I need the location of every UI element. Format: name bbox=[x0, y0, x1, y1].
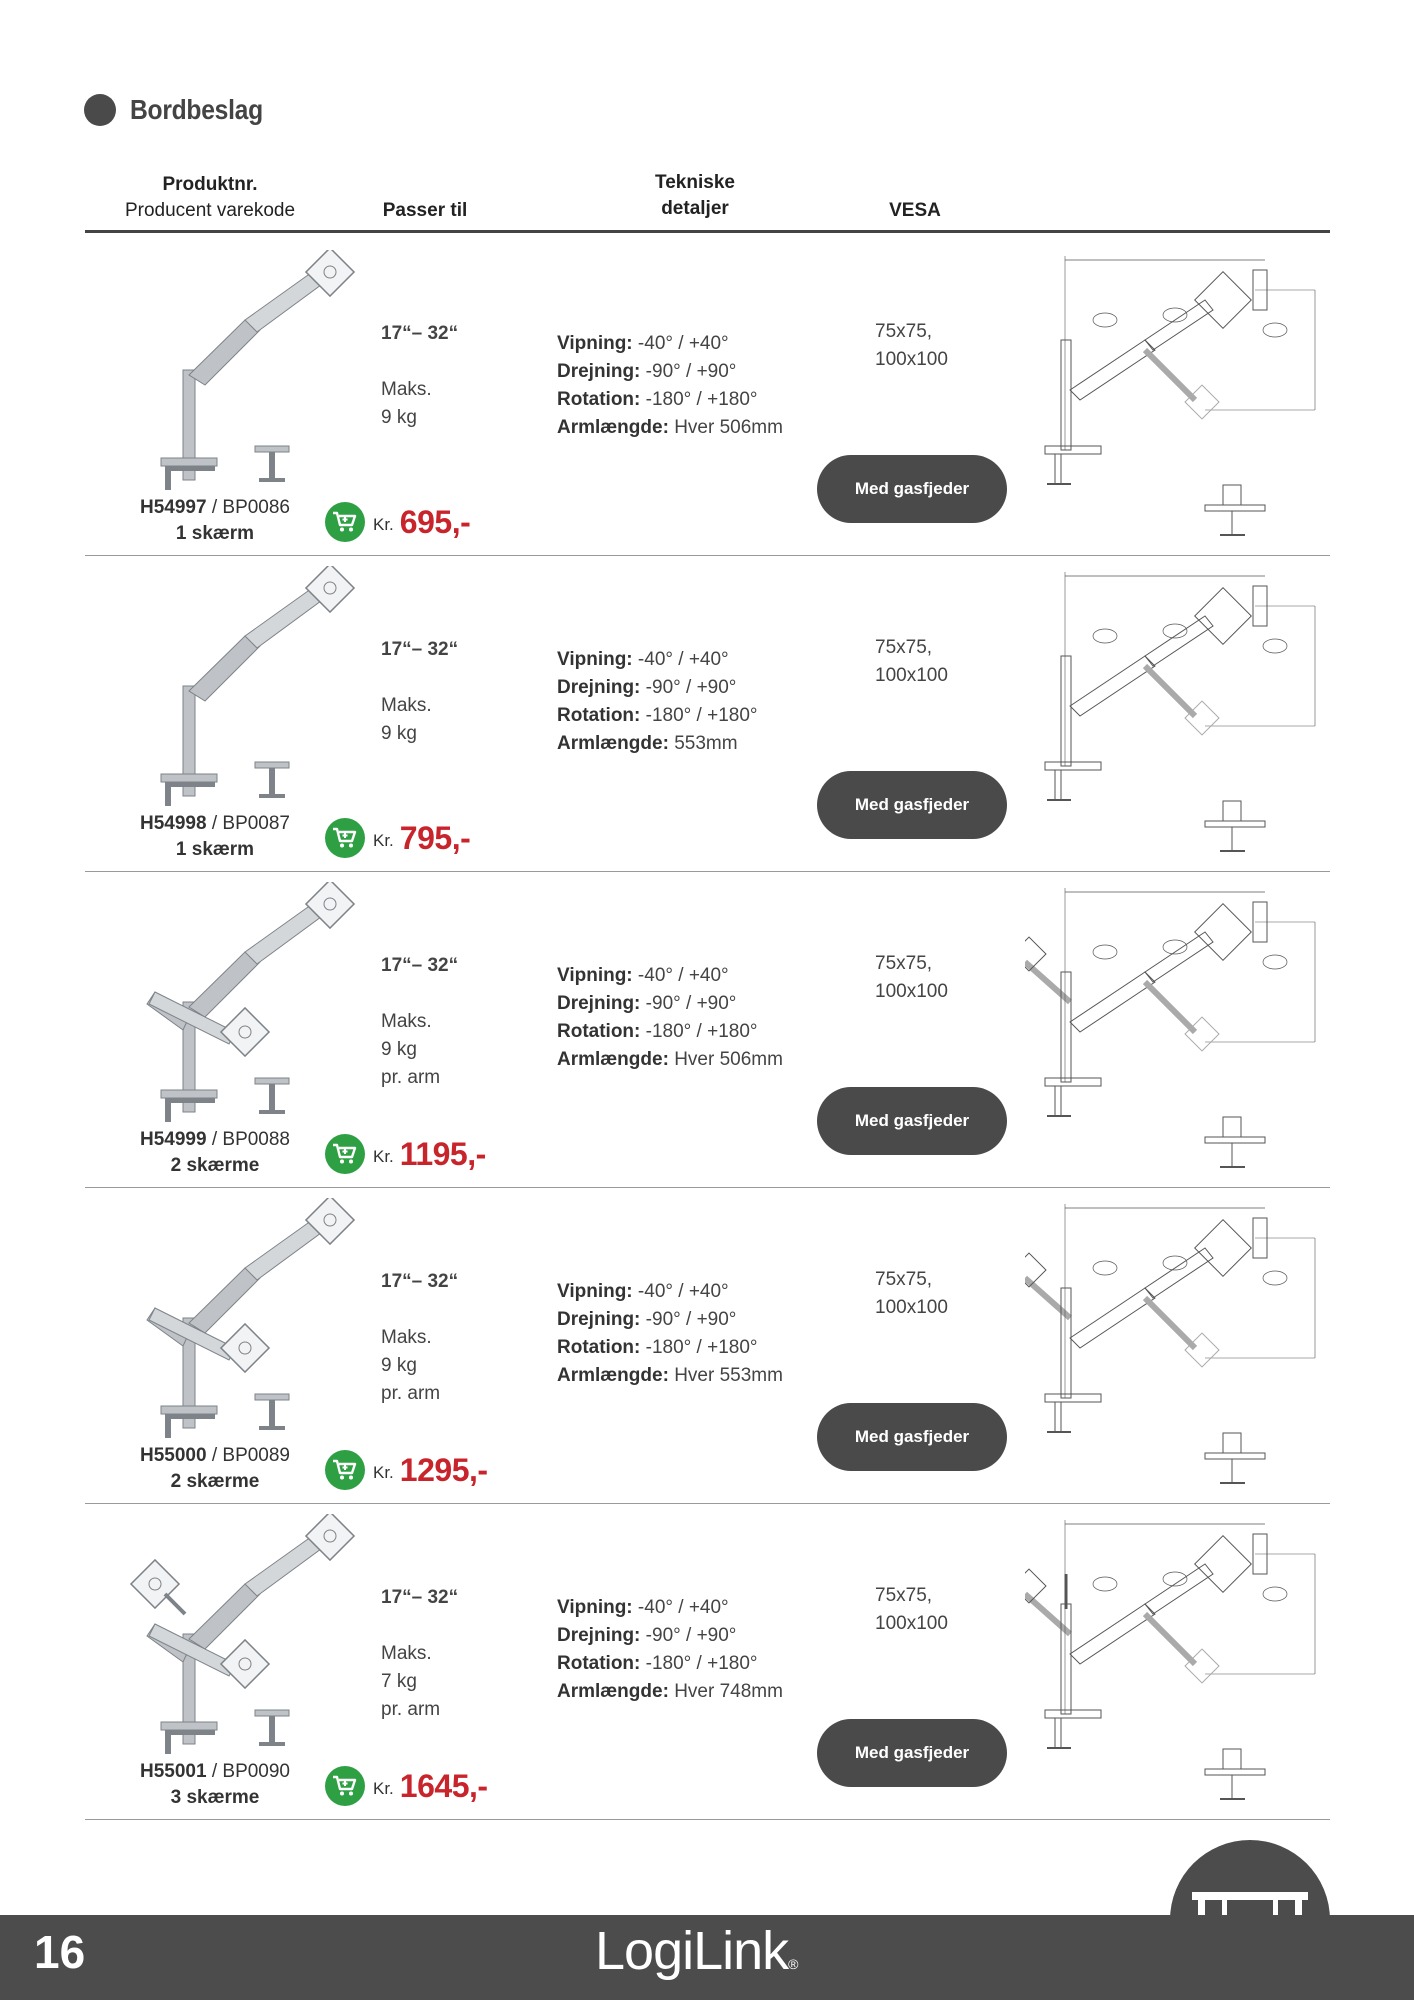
max-load-value: 9 kg bbox=[381, 1355, 417, 1376]
screen-count: 2 skærme bbox=[170, 1155, 260, 1176]
swivel-spec bbox=[557, 358, 857, 386]
rotation-label: Rotation: bbox=[557, 389, 641, 410]
section-title bbox=[84, 90, 281, 130]
max-load-value: 7 kg bbox=[381, 1671, 417, 1692]
tilt-value: -40° / +40° bbox=[637, 1281, 729, 1302]
tilt-spec bbox=[557, 962, 857, 990]
currency-label: Kr. bbox=[373, 1779, 394, 1798]
arm-length-spec bbox=[557, 1678, 857, 1706]
tilt-spec bbox=[557, 646, 857, 674]
product-code: H54998 / BP0087 1 skærm bbox=[105, 811, 325, 863]
table-row-h55000 bbox=[85, 1188, 1330, 1504]
fits-column bbox=[381, 952, 511, 1092]
header-product-number-line1: Produktnr. bbox=[162, 174, 258, 195]
price-amount: 695,- bbox=[399, 503, 471, 540]
rotation-spec bbox=[557, 1334, 857, 1362]
max-load-label: Maks. bbox=[381, 1327, 432, 1348]
shopping-cart-icon[interactable] bbox=[325, 1134, 365, 1174]
rotation-label: Rotation: bbox=[557, 705, 641, 726]
price bbox=[325, 1132, 486, 1176]
tilt-label: Vipning: bbox=[557, 1281, 633, 1302]
swivel-spec bbox=[557, 1306, 857, 1334]
monitor-arm-photo bbox=[125, 1198, 365, 1438]
currency-label: Kr. bbox=[373, 515, 394, 534]
swivel-spec bbox=[557, 990, 857, 1018]
vesa-value bbox=[875, 318, 948, 374]
arm-length-label: Armlængde: bbox=[557, 1049, 669, 1070]
registered-mark: ® bbox=[788, 1956, 798, 1972]
max-load-label: Maks. bbox=[381, 695, 432, 716]
screen-count: 1 skærm bbox=[175, 523, 255, 544]
per-arm-note: pr. arm bbox=[381, 1699, 441, 1720]
max-load-value: 9 kg bbox=[381, 407, 417, 428]
rotation-value: -180° / +180° bbox=[645, 705, 758, 726]
product-number: H54999 bbox=[139, 1129, 207, 1150]
arm-length-spec bbox=[557, 730, 857, 758]
gas-spring-badge[interactable]: Med gasfjeder bbox=[817, 1403, 1007, 1471]
shopping-cart-icon[interactable] bbox=[325, 818, 365, 858]
rotation-label: Rotation: bbox=[557, 1653, 641, 1674]
monitor-arm-photo bbox=[125, 566, 365, 806]
screen-count: 1 skærm bbox=[175, 839, 255, 860]
price bbox=[325, 816, 470, 860]
vesa-line1: 75x75, bbox=[875, 1269, 933, 1290]
arm-length-label: Armlængde: bbox=[557, 417, 669, 438]
vesa-line1: 75x75, bbox=[875, 321, 933, 342]
vesa-value bbox=[875, 1266, 948, 1322]
product-code: H55001 / BP0090 3 skærme bbox=[105, 1759, 325, 1811]
gas-spring-badge[interactable]: Med gasfjeder bbox=[817, 771, 1007, 839]
tilt-value: -40° / +40° bbox=[637, 333, 729, 354]
table-row-h54999 bbox=[85, 872, 1330, 1188]
rotation-spec bbox=[557, 1018, 857, 1046]
fits-column bbox=[381, 320, 511, 432]
dimension-diagram bbox=[1025, 882, 1325, 1177]
currency-label: Kr. bbox=[373, 831, 394, 850]
swivel-value: -90° / +90° bbox=[645, 677, 737, 698]
gas-spring-badge[interactable]: Med gasfjeder bbox=[817, 455, 1007, 523]
product-code: H54999 / BP0088 2 skærme bbox=[105, 1127, 325, 1179]
swivel-label: Drejning: bbox=[557, 993, 641, 1014]
vesa-line2: 100x100 bbox=[875, 665, 948, 686]
swivel-label: Drejning: bbox=[557, 361, 641, 382]
max-load-label: Maks. bbox=[381, 1643, 432, 1664]
gas-spring-badge[interactable]: Med gasfjeder bbox=[817, 1087, 1007, 1155]
price bbox=[325, 1448, 488, 1492]
bullet-dot-icon bbox=[84, 94, 116, 126]
per-arm-note: pr. arm bbox=[381, 1383, 441, 1404]
tilt-label: Vipning: bbox=[557, 965, 633, 986]
technical-details bbox=[557, 1278, 857, 1390]
vesa-line2: 100x100 bbox=[875, 1297, 948, 1318]
manufacturer-code: BP0088 bbox=[222, 1129, 291, 1150]
price-amount: 1195,- bbox=[399, 1135, 486, 1172]
brand-logo bbox=[595, 1920, 797, 1982]
screen-size: 17“– 32“ bbox=[381, 1271, 459, 1292]
arm-length-spec bbox=[557, 414, 857, 442]
swivel-label: Drejning: bbox=[557, 677, 641, 698]
row-divider bbox=[85, 1819, 1330, 1820]
vesa-line2: 100x100 bbox=[875, 349, 948, 370]
manufacturer-code: BP0089 bbox=[222, 1445, 291, 1466]
max-load-label: Maks. bbox=[381, 379, 432, 400]
swivel-spec bbox=[557, 674, 857, 702]
product-number: H54997 bbox=[139, 497, 207, 518]
swivel-spec bbox=[557, 1622, 857, 1650]
fits-column bbox=[381, 1584, 511, 1724]
screen-size: 17“– 32“ bbox=[381, 639, 459, 660]
vesa-line2: 100x100 bbox=[875, 981, 948, 1002]
price-amount: 1645,- bbox=[399, 1767, 488, 1804]
shopping-cart-icon[interactable] bbox=[325, 1766, 365, 1806]
tilt-spec bbox=[557, 1594, 857, 1622]
screen-count: 2 skærme bbox=[170, 1471, 260, 1492]
tilt-value: -40° / +40° bbox=[637, 965, 729, 986]
vesa-line1: 75x75, bbox=[875, 953, 933, 974]
technical-details bbox=[557, 646, 857, 758]
price-amount: 795,- bbox=[399, 819, 471, 856]
product-number: H55000 bbox=[139, 1445, 207, 1466]
monitor-arm-photo bbox=[125, 882, 365, 1122]
manufacturer-code: BP0090 bbox=[222, 1761, 291, 1782]
shopping-cart-icon[interactable] bbox=[325, 1450, 365, 1490]
rotation-spec bbox=[557, 386, 857, 414]
technical-details bbox=[557, 1594, 857, 1706]
fits-column bbox=[381, 636, 511, 748]
swivel-value: -90° / +90° bbox=[645, 361, 737, 382]
swivel-value: -90° / +90° bbox=[645, 1625, 737, 1646]
header-technical-line1: Tekniske bbox=[655, 172, 735, 193]
screen-size: 17“– 32“ bbox=[381, 1587, 459, 1608]
currency-label: Kr. bbox=[373, 1463, 394, 1482]
vesa-value bbox=[875, 634, 948, 690]
swivel-value: -90° / +90° bbox=[645, 993, 737, 1014]
technical-details bbox=[557, 962, 857, 1074]
table-row-h54997 bbox=[85, 240, 1330, 556]
manufacturer-code: BP0086 bbox=[222, 497, 291, 518]
vesa-line1: 75x75, bbox=[875, 1585, 933, 1606]
tilt-spec bbox=[557, 330, 857, 358]
vesa-value bbox=[875, 1582, 948, 1638]
tilt-label: Vipning: bbox=[557, 1597, 633, 1618]
arm-length-value: Hver 748mm bbox=[674, 1681, 783, 1702]
rotation-value: -180° / +180° bbox=[645, 1653, 758, 1674]
dimension-diagram bbox=[1025, 1514, 1325, 1809]
rotation-value: -180° / +180° bbox=[645, 1337, 758, 1358]
header-technical bbox=[625, 170, 765, 222]
tilt-label: Vipning: bbox=[557, 649, 633, 670]
rotation-spec bbox=[557, 1650, 857, 1678]
arm-length-spec bbox=[557, 1362, 857, 1390]
dimension-diagram bbox=[1025, 1198, 1325, 1493]
swivel-value: -90° / +90° bbox=[645, 1309, 737, 1330]
header-technical-line2: detaljer bbox=[661, 198, 729, 219]
max-load-label: Maks. bbox=[381, 1011, 432, 1032]
max-load-value: 9 kg bbox=[381, 723, 417, 744]
tilt-spec bbox=[557, 1278, 857, 1306]
product-code: H54997 / BP0086 1 skærm bbox=[105, 495, 325, 547]
rotation-value: -180° / +180° bbox=[645, 1021, 758, 1042]
dimension-diagram bbox=[1025, 566, 1325, 861]
rotation-value: -180° / +180° bbox=[645, 389, 758, 410]
screen-size: 17“– 32“ bbox=[381, 955, 459, 976]
vesa-line2: 100x100 bbox=[875, 1613, 948, 1634]
tilt-value: -40° / +40° bbox=[637, 649, 729, 670]
product-code: H55000 / BP0089 2 skærme bbox=[105, 1443, 325, 1495]
per-arm-note: pr. arm bbox=[381, 1067, 441, 1088]
header-product-number-line2: Producent varekode bbox=[124, 200, 296, 221]
brand-name: LogiLink bbox=[595, 1921, 789, 1981]
price-amount: 1295,- bbox=[399, 1451, 488, 1488]
arm-length-label: Armlængde: bbox=[557, 1365, 669, 1386]
vesa-line1: 75x75, bbox=[875, 637, 933, 658]
gas-spring-badge[interactable]: Med gasfjeder bbox=[817, 1719, 1007, 1787]
table-row-h54998 bbox=[85, 556, 1330, 872]
rotation-label: Rotation: bbox=[557, 1021, 641, 1042]
rotation-label: Rotation: bbox=[557, 1337, 641, 1358]
manufacturer-code: BP0087 bbox=[222, 813, 291, 834]
header-fits: Passer til bbox=[382, 200, 468, 221]
product-number: H55001 bbox=[139, 1761, 207, 1782]
arm-length-label: Armlængde: bbox=[557, 733, 669, 754]
arm-length-value: 553mm bbox=[674, 733, 738, 754]
monitor-arm-photo bbox=[125, 250, 365, 490]
header-rule bbox=[85, 230, 1330, 233]
max-load-value: 9 kg bbox=[381, 1039, 417, 1060]
price bbox=[325, 500, 470, 544]
swivel-label: Drejning: bbox=[557, 1309, 641, 1330]
table-header bbox=[85, 170, 1330, 232]
arm-length-value: Hver 553mm bbox=[674, 1365, 783, 1386]
vesa-value bbox=[875, 950, 948, 1006]
shopping-cart-icon[interactable] bbox=[325, 502, 365, 542]
price bbox=[325, 1764, 488, 1808]
currency-label: Kr. bbox=[373, 1147, 394, 1166]
arm-length-spec bbox=[557, 1046, 857, 1074]
header-vesa: VESA bbox=[889, 200, 941, 221]
page-number: 16 bbox=[34, 1926, 86, 1978]
swivel-label: Drejning: bbox=[557, 1625, 641, 1646]
tilt-label: Vipning: bbox=[557, 333, 633, 354]
table-row-h55001 bbox=[85, 1504, 1330, 1820]
arm-length-label: Armlængde: bbox=[557, 1681, 669, 1702]
screen-count: 3 skærme bbox=[170, 1787, 260, 1808]
arm-length-value: Hver 506mm bbox=[674, 417, 783, 438]
header-product-number bbox=[115, 172, 305, 224]
section-heading: Bordbeslag bbox=[130, 94, 263, 125]
product-number: H54998 bbox=[139, 813, 207, 834]
monitor-arm-photo bbox=[125, 1514, 365, 1754]
dimension-diagram bbox=[1025, 250, 1325, 545]
technical-details bbox=[557, 330, 857, 442]
rotation-spec bbox=[557, 702, 857, 730]
arm-length-value: Hver 506mm bbox=[674, 1049, 783, 1070]
screen-size: 17“– 32“ bbox=[381, 323, 459, 344]
fits-column bbox=[381, 1268, 511, 1408]
tilt-value: -40° / +40° bbox=[637, 1597, 729, 1618]
